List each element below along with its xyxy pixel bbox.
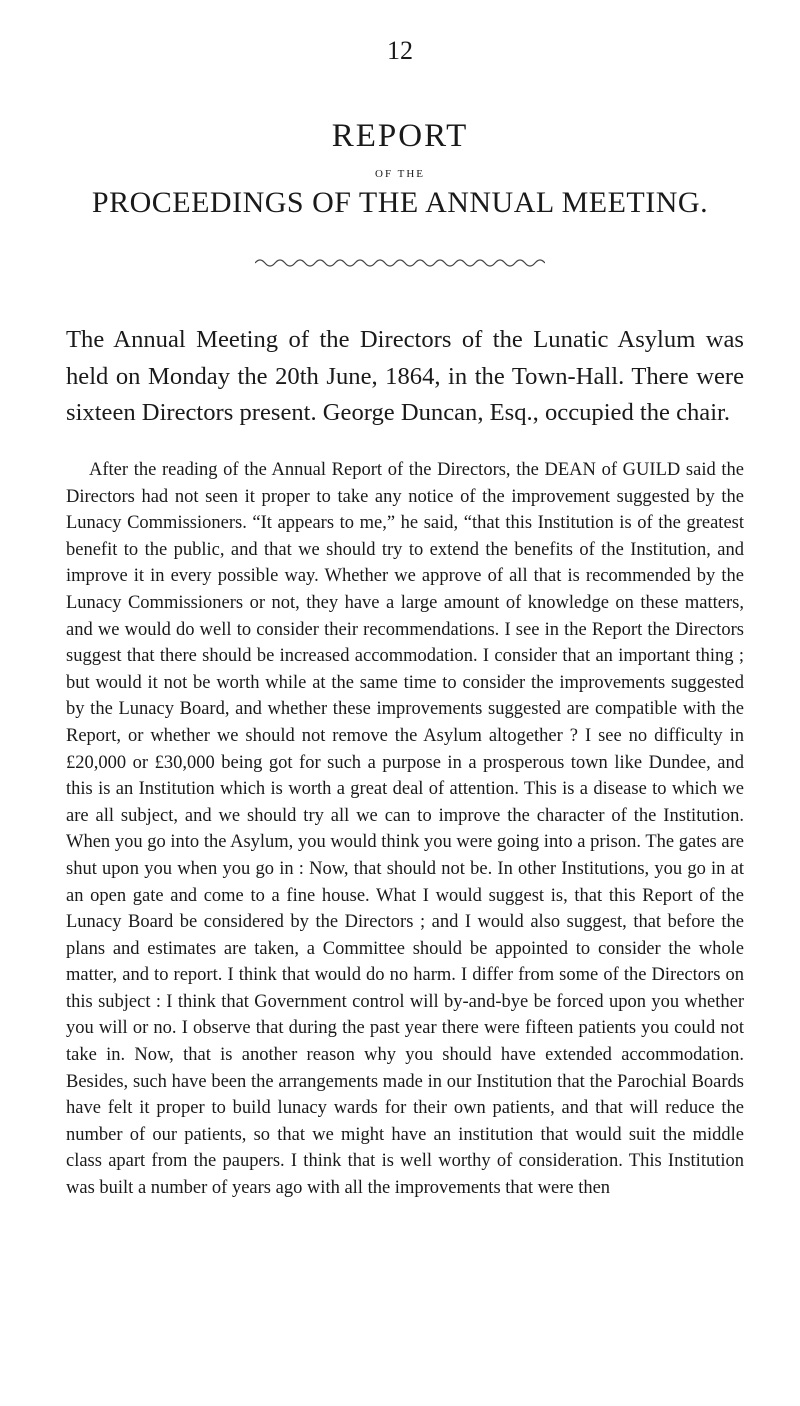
report-subtitle: OF THE — [375, 168, 425, 180]
page-number: 12 — [387, 36, 413, 65]
report-title: REPORT — [331, 118, 469, 154]
body-section — [66, 457, 744, 1202]
wavy-divider — [255, 255, 545, 269]
body-paragraph: After the reading of the Annual Report of the Directors, the DEAN of GUILD said the Directors had not seen it proper to take any notice of the improvement suggested by the Lunacy Commissioners. “It appears to me,” he said, “that this Institution is of the greatest benefit to the public, and that we should try to extend the benefits of the Institution, and improve it in every possible way. Whether we approve of all that is recommended by the Lunacy Commissioners or not, they have a large amount of knowledge on these matters, and we would do well to consider their recommendations. I see in the Report the Directors suggest that there should be increased accommodation. I consider that an important thing ; but would it not be worth while at the same time to consider the improvements suggested by the Lunacy Board, and whether these improvements suggested are compatible with the Report, or whether we should not remove the Asylum altogether ? I see no difficulty in £20,000 or £30,000 being got for such a purpose in a prosperous town like Dundee, and this is an Institution which is worth a great deal of attention. This is a disease to which we are all subject, and we should try all we can to improve the character of the Institution. When you go into the Asylum, you would think you were going into a prison. The gates are shut upon you when you go in : Now, that should not be. In other Institutions, you go in at an open gate and come to a fine house. What I would suggest is, that this Report of the Lunacy Board be considered by the Directors ; and I would also suggest, that before the plans and estimates are taken, a Committee should be appointed to consider the whole matter, and to report. I think that would do no harm. I differ from some of the Directors on this subject : I think that Government control will by-and-bye be forced upon you whether you will or no. I observe that during the past year there were fifteen patients you could not take in. Now, that is another reason why you should have extended accommodation. Besides, such have been the arrangements made in our Institution that the Parochial Boards have felt it proper to build lunacy wards for their own patients, and that will reduce the number of our patients, so that we might have an institution that would suit the middle class apart from the paupers. I think that is well worthy of consideration. This Institution was built a number of years ago with all the improvements that were then — [66, 460, 744, 1199]
lead-text: The Annual Meeting of the Directors of the Lunatic Asylum was held on Monday the 20th June, 1864, in the Town-Hall. There were sixteen Directors present. George Duncan, Esq., occupied the chair. — [66, 326, 744, 426]
lead-paragraph — [66, 322, 744, 432]
section-heading: PROCEEDINGS OF THE ANNUAL MEETING. — [91, 186, 709, 219]
